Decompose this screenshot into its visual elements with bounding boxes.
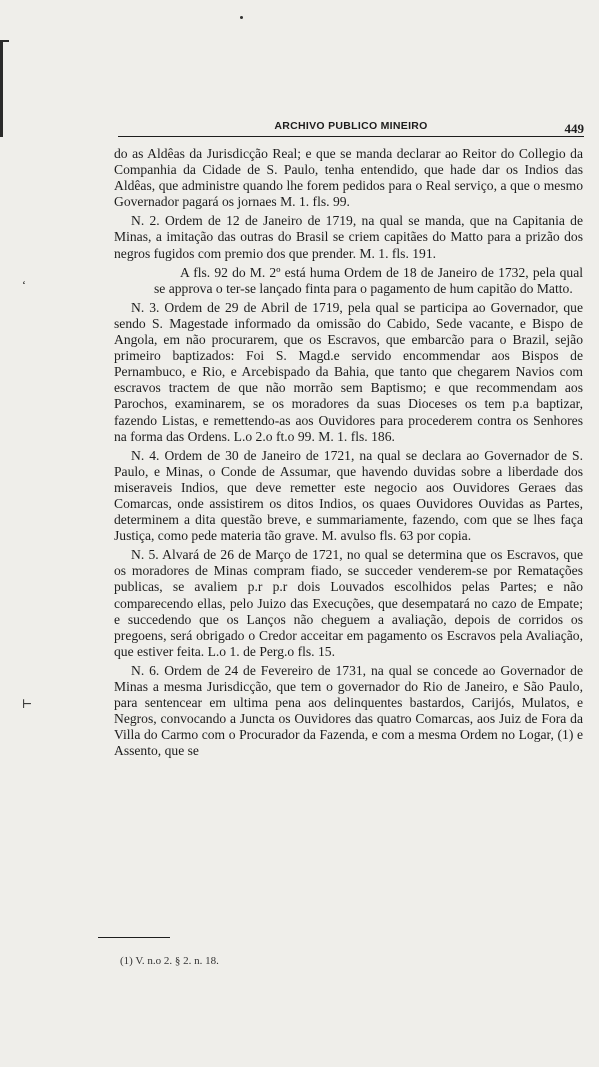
- page-number: 449: [564, 121, 584, 136]
- page-edge: [0, 42, 3, 137]
- paragraph-note-fls-92: A fls. 92 do M. 2º está huma Ordem de 18 de Janeiro de 1732, pela qual se approva o ter-se lançado finta para o pagamento de hum capitão do Matto.: [154, 264, 583, 296]
- paragraph-n4: N. 4. Ordem de 30 de Janeiro de 1721, na qual se declara ao Governador de S. Paulo, e Minas, o Conde de Assumar, que havendo duvidas sobre a liberdade dos miseraveis Indios, que deve remetter este negocio aos Ouvidores Geraes das Comarcas, onde assistirem os ditos Indios, os quaes Ouvidores Ouvidas as Partes, determinem a dita questão breve, e summariamente, fazendo, com que se lhes faça Justiça, como pede materia tão grave. M. avulso fls. 63 por copia.: [114, 447, 583, 544]
- header-rule: [118, 136, 584, 137]
- running-title: ARCHIVO PUBLICO MINEIRO: [274, 120, 428, 132]
- margin-mark: ʻ: [22, 278, 26, 292]
- ink-speck: [240, 16, 243, 19]
- paragraph-n6: N. 6. Ordem de 24 de Fevereiro de 1731, na qual se concede ao Governador de Minas a mesma Jurisdicção, que tem o governador do Rio de Janeiro, e São Paulo, para sentencear em ultima pena aos delinquentes bastardos, Carijós, Mulatos, e Negros, convocando a Juncta os Ouvidores das quatro Comarcas, aos Juiz de Fora da Villa do Carmo com o Procurador da Fazenda, e com a mesma Ordem no Logar, (1) e Assento, que se: [114, 662, 583, 759]
- footnote-rule: [98, 937, 170, 938]
- paragraph-continuation: do as Aldêas da Jurisdicção Real; e que se manda declarar ao Reitor do Collegio da Companhia da Cidade de S. Paulo, tenha entendido, que hade dar os Indios das Aldêas, que administre quando lhe forem pedidos para o Real serviço, a que o mesmo Governador pagará os jornaes M. 1. fls. 99.: [114, 146, 583, 210]
- main-text: [114, 146, 583, 762]
- paragraph-n3: N. 3. Ordem de 29 de Abril de 1719, pela qual se participa ao Governador, que sendo S. Magestade informado da omissão do Cabido, Sede vacante, e Bispo de Angola, em não procurarem, que os Escravos, que embarcão para o Brazil, sejão primeiro baptizados: Foi S. Magd.e servido encommendar aos Bispos de Pernambuco, e Rio, e Arcebispado da Bahia, que tanto que chegarem Navios com escravos tractem de que não morrão sem Baptismo; e que recommendam aos Parochos, examinarem, se os moradores da suas Dioceses os tem p.a baptizar, fazendo Listas, e remettendo-as aos Ouvidores para procederem contra os Senhores na forma das Ordens. L.o 2.o ft.o 99. M. 1. fls. 186.: [114, 299, 583, 444]
- footnote: (1) V. n.o 2. § 2. n. 18.: [120, 955, 219, 967]
- paragraph-n2: N. 2. Ordem de 12 de Janeiro de 1719, na qual se manda, que na Capitania de Minas, a imitação das outras do Brasil se criem capitães do Matto para a prizão dos negros fugidos com premio dos que prender. M. 1. fls. 191.: [114, 213, 583, 261]
- margin-mark: ⊢: [22, 697, 33, 711]
- paragraph-n5: N. 5. Alvará de 26 de Março de 1721, no qual se determina que os Escravos, que os moradores de Minas compram fiado, se succeder venderem-se por Rematações publicas, se avaliem p.r p.r dois Louvados escolhidos pelas Partes; e não comparecendo ellas, pelo Juizo das Execuções, que desempatará no cazo de Empate; e succedendo que os Lanços não cheguem a avaliação, depois de corridos os pregoens, será obrigado o Credor acceitar em pagamento os Escravos pela Avaliação, que estiver feita. L.o 1. de Perg.o fls. 15.: [114, 547, 583, 659]
- page-header: [118, 120, 584, 136]
